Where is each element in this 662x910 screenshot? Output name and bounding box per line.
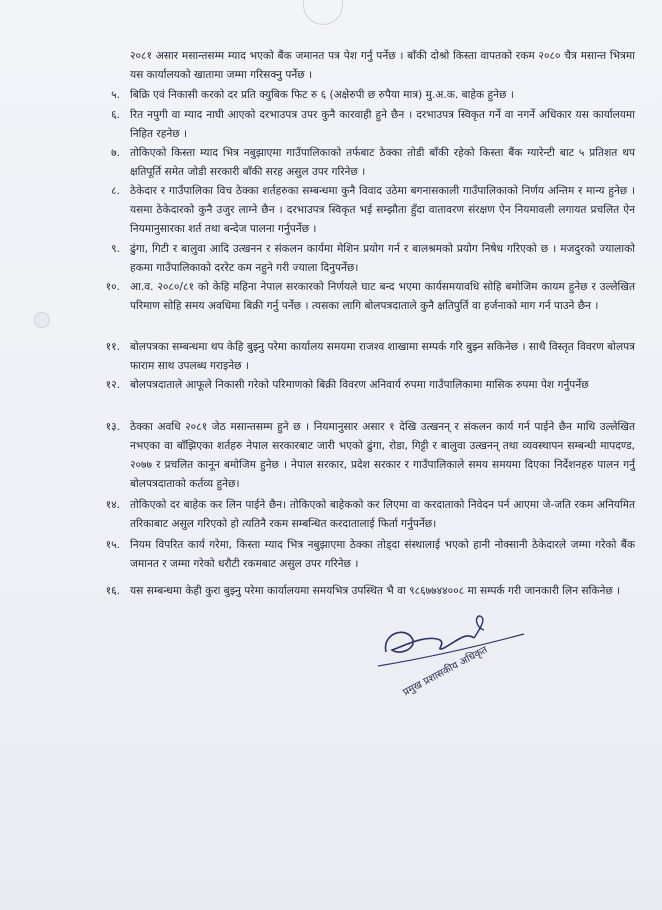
item-text: बिक्रि एवं निकासी करको दर प्रति क्युबिक फिट रु ६ (अक्षेरुपी छ रुपैया मात्र) मु.अ.क. बाहेक हुनेछ । xyxy=(130,89,514,101)
office-stamp xyxy=(303,0,343,25)
item-text: ढुंगा, गिटी र बालुवा आदि उत्खनन र संकलन कार्यमा मेशिन प्रयोग गर्न र बालश्रमको प्रयोग निषेध गरिएको छ । मजदुरको ज्यालाको हकमा गाउँपालिकाको दररेट कम नहुने गरी ज्याला दिनुपर्नेछ। xyxy=(130,243,635,274)
item-number: ५. xyxy=(111,89,120,101)
item-number: १४. xyxy=(105,499,120,511)
item-text: ठेक्का अवधि २०८१ जेठ मसान्तसम्म हुने छ । नियमानुसार असार १ देखि उत्खनन् र संकलन कार्य गर्न पाईने छैन माथि उल्लेखित नभएका वा बाँझिएका शर्तहरु नेपाल सरकारबाट जारी भएको ढुंगा, रोडा, गिट्टी र बालुवा उत्खनन् तथा व्यवस्थापन सम्बन्धी मापदण्ड, २०७७ र प्रचलित कानून बमोजिम हुनेछ । नेपाल सरकार, प्रदेश सरकार र गाउँपालिकाले समय समयमा दिएका निर्देशनहरु पालन गर्नु बोलपत्रदाताको कर्तव्य हुनेछ। xyxy=(130,421,635,490)
continuation-paragraph: २०८१ असार मसान्तसम्म म्याद भएको बैंक जमानत पत्र पेश गर्नु पर्नेछ । बाँकी दोश्रो किस्ता वापतको रकम २०८० चैत्र मसान्त भित्रमा यस कार्यालयको खातामा जम्मा गरिसक्नु पर्नेछ । xyxy=(130,50,635,81)
item-number: ११. xyxy=(105,341,120,353)
item-text: नियम विपरित कार्य गरेमा, किस्ता म्याद भित्र नबुझाएमा ठेक्का तोड्दा संस्थालाई भएको हानी नोक्सानी ठेकेदारले जम्मा गरेको बैंक जमानत र जम्मा गरेको धरौटी रकमबाट असुल उपर गरिनेछ । xyxy=(130,539,635,570)
item-text: बोलपत्रदाताले आफूले निकासी गरेको परिमाणको बिक्री विवरण अनिवार्य रुपमा गाउँपालिकामा मासिक रुपमा पेश गर्नुपर्नेछ xyxy=(130,379,589,391)
item-number: १२. xyxy=(105,379,120,391)
item-number: ६. xyxy=(111,109,120,121)
signatory-title: प्रमुख प्रशासकीय अधिकृत xyxy=(401,644,490,699)
item-text: रित नपुगी वा म्याद नाघी आएको दरभाउपत्र उपर कुनै कारवाही हुने छैन । दरभाउपत्र स्विकृत गर्ने वा नगर्ने अधिकार यस कार्यालयमा निहित रहनेछ । xyxy=(130,109,635,140)
punch-hole xyxy=(34,312,50,328)
item-text: आ.व. २०८०/८१ को केहि महिना नेपाल सरकारको निर्णयले घाट बन्द भएमा कार्यसमयावधि सोहि बमोजिम कायम हुनेछ र उल्लेखित परिमाण सोहि समय अवधिमा बिक्री गर्नु पर्नेछ । त्यसका लागि बोलपत्रदाताले कुनै क्षतिपुर्ति वा हर्जनाको माग गर्न पाउने छैन । xyxy=(130,281,635,312)
item-number: १५. xyxy=(105,539,120,551)
item-text: तोकिएको किस्ता म्याद भित्र नबुझाएमा गाउँपालिकाको तर्फबाट ठेक्का तोडी बाँकी रहेको किस्ता बैंक ग्यारेन्टी बाट ५ प्रतिशत थप क्षतिपूर्ति समेत जोडी सरकारी बाँकी सरह असुल उपर गरिनेछ । xyxy=(130,147,635,178)
item-number: ८. xyxy=(111,185,120,197)
item-number: १०. xyxy=(105,281,120,293)
item-text: बोलपत्रका सम्बन्धमा थप केहि बुझ्नु परेमा कार्यालय समयमा राजश्व शाखामा सम्पर्क गरि बुझ्न सकिनेछ । साथै विस्तृत विवरण बोलपत्र फाराम साथ उपलब्ध गराइनेछ । xyxy=(130,341,635,372)
item-text: यस सम्बन्धमा केही कुरा बुझ्नु परेमा कार्यालयमा समयभित्र उपस्थित भै वा ९८६७७४४००८ मा सम्पर्क गरी जानकारी लिन सकिनेछ । xyxy=(130,585,621,597)
item-number: १६. xyxy=(105,585,120,597)
item-number: ९. xyxy=(111,243,120,255)
item-number: ७. xyxy=(111,147,120,159)
item-text: ठेकेदार र गाउँपालिका विच ठेक्का शर्तहरुका सम्बन्धमा कुनै विवाद उठेमा बगनासकाली गाउँपालिकाको निर्णय अन्तिम र मान्य हुनेछ । यसमा ठेकेदारको कुनै उजुर लाग्ने छैन । दरभाउपत्र स्विकृत भई सम्झौता हुँदा वातावरण संरक्षण ऐन नियमावली लगायत प्रचलित ऐन नियमानुसारका शर्त तथा बन्देज पालना गर्नुपर्नेछ । xyxy=(130,185,635,235)
item-number: १३. xyxy=(105,421,120,433)
item-text: तोकिएको दर बाहेक कर लिन पाईने छैन। तोकिएको बाहेकको कर लिएमा वा करदाताको निवेदन पर्न आएमा जे-जति रकम अनियमित तरिकाबाट असुल गरिएको हो त्यतिनै रकम सम्बन्धित करदातालाई फिर्ता गर्नुपर्नेछ। xyxy=(130,499,635,530)
